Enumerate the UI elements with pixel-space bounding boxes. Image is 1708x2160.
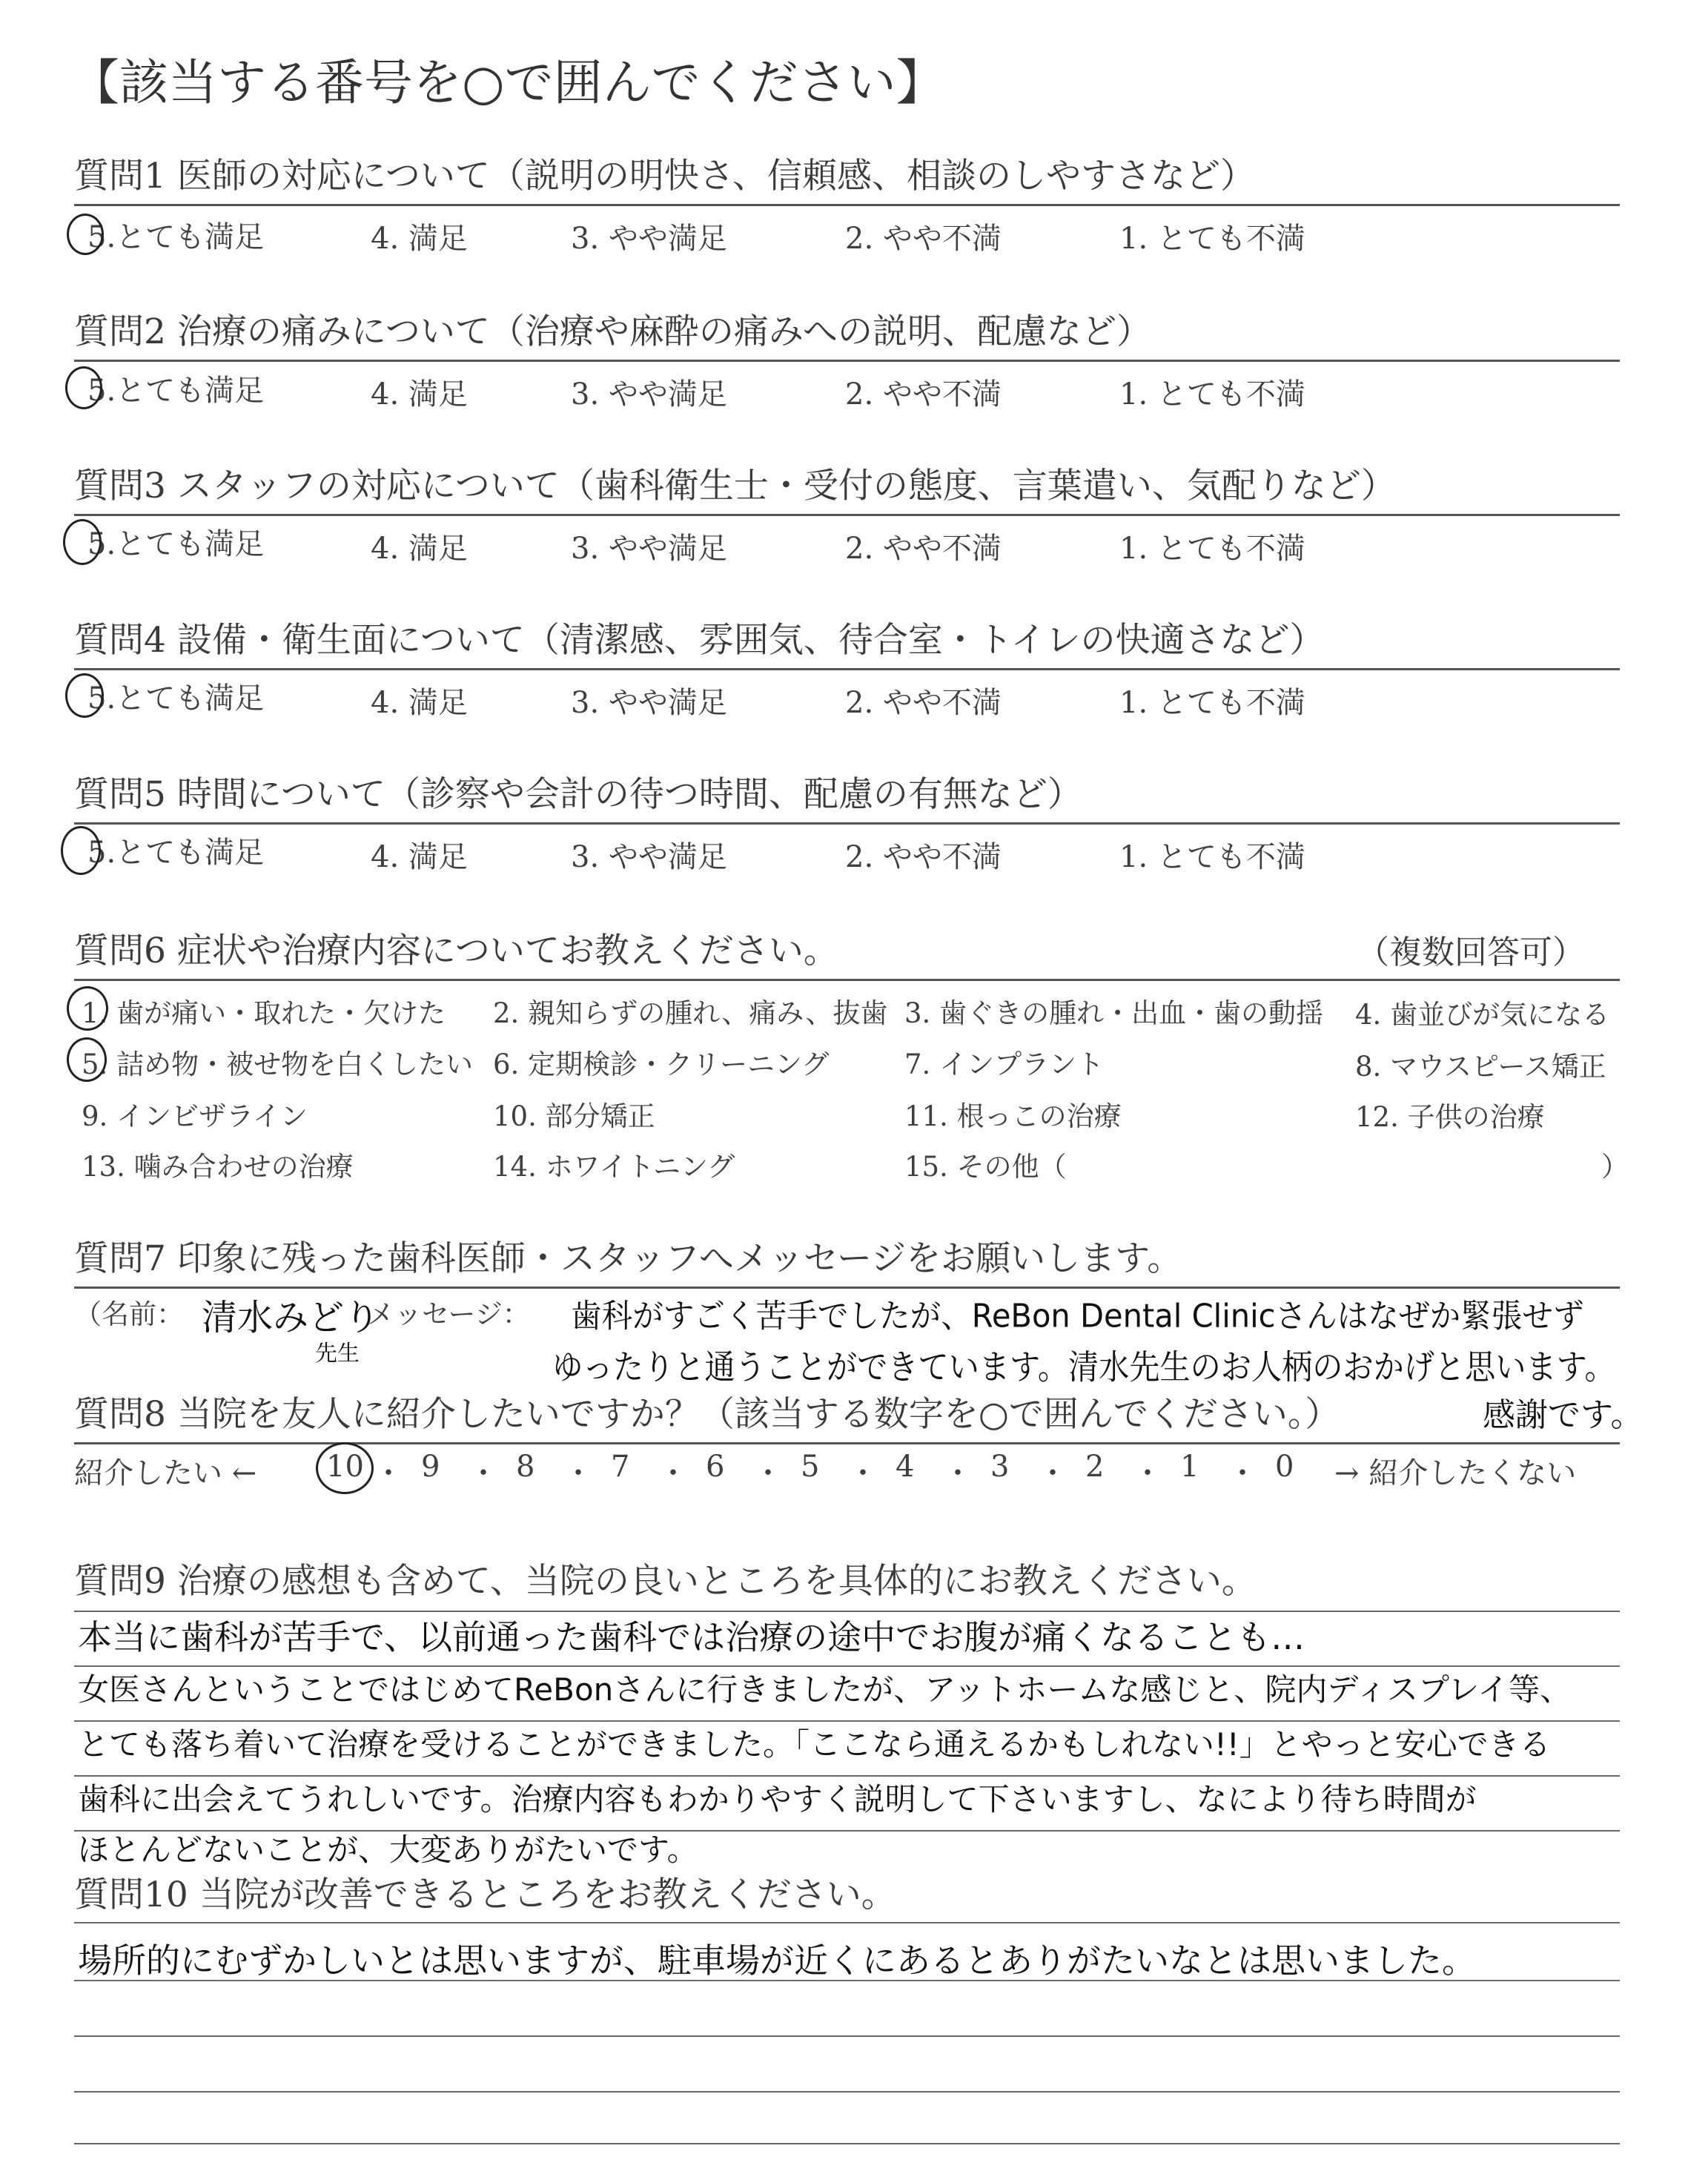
page-title: 【該当する番号を○で囲んでください】	[70, 54, 945, 111]
question-6-label: 質問6 症状や治療内容についてお教えください。	[74, 931, 838, 971]
scale-separator-dot: ・	[658, 1456, 688, 1490]
name-label: （名前：	[74, 1298, 184, 1330]
recommend-score-10[interactable]: 10	[326, 1450, 364, 1484]
multiple-answer-note: （複数回答可）	[1357, 934, 1585, 971]
q3-option-3[interactable]: 3. やや満足	[571, 532, 727, 566]
q6-option-8[interactable]: 8. マウスピース矯正	[1355, 1051, 1606, 1083]
q5-option-4[interactable]: 4. 満足	[371, 840, 468, 874]
q1-option-5[interactable]: 5.とても満足	[87, 220, 265, 254]
q3-option-2[interactable]: 2. やや不満	[845, 532, 1002, 566]
scale-separator-dot: ・	[1228, 1456, 1257, 1490]
divider	[74, 668, 1620, 670]
q4-option-1[interactable]: 1. とても不満	[1119, 686, 1305, 720]
question-4-label: 質問4 設備・衛生面について（清潔感、雰囲気、待合室・トイレの快適さなど）	[74, 620, 1325, 661]
recommend-left-label: 紹介したい ←	[74, 1456, 257, 1490]
q5-option-5[interactable]: 5.とても満足	[87, 836, 265, 870]
message-label: メッセージ：	[367, 1298, 530, 1330]
q5-selection-circle	[61, 826, 101, 875]
question-10-label: 質問10 当院が改善できるところをお教えください。	[74, 1875, 896, 1915]
recommend-score-6[interactable]: 6	[706, 1450, 725, 1484]
recommend-score-7[interactable]: 7	[611, 1450, 630, 1484]
answer-line	[74, 2035, 1620, 2037]
q1-option-2[interactable]: 2. やや不満	[845, 222, 1002, 256]
q2-option-1[interactable]: 1. とても不満	[1119, 377, 1305, 412]
scale-separator-dot: ・	[563, 1456, 593, 1490]
recommend-score-4[interactable]: 4	[896, 1450, 915, 1484]
divider	[74, 822, 1620, 825]
q6-option-5[interactable]: 5. 詰め物・被せ物を白くしたい	[82, 1048, 474, 1080]
recommend-score-5[interactable]: 5	[801, 1450, 820, 1484]
q9-answer-line-3[interactable]: とても落ち着いて治療を受けることができました。「ここなら通えるかもしれない!!」とやっと安心できる	[78, 1726, 1551, 1763]
q2-option-2[interactable]: 2. やや不満	[845, 377, 1002, 412]
q10-answer-line-1[interactable]: 場所的にむずかしいとは思いますが、駐車場が近くにあるとありがたいなとは思いました。	[78, 1941, 1476, 1981]
q6-option-10[interactable]: 10. 部分矯正	[493, 1100, 655, 1132]
recommend-score-2[interactable]: 2	[1085, 1450, 1105, 1484]
answer-line	[74, 1922, 1620, 1923]
q6-option-12[interactable]: 12. 子供の治療	[1355, 1101, 1545, 1133]
recommend-score-9[interactable]: 9	[421, 1450, 440, 1484]
recommend-score-1[interactable]: 1	[1180, 1450, 1199, 1484]
scale-separator-dot: ・	[848, 1456, 878, 1490]
question-3-label: 質問3 スタッフの対応について（歯科衛生士・受付の態度、言葉遣い、気配りなど）	[74, 466, 1396, 506]
recommend-right-label: → 紹介したくない	[1334, 1456, 1577, 1490]
divider	[74, 360, 1620, 362]
q4-option-4[interactable]: 4. 満足	[371, 686, 468, 720]
scale-separator-dot: ・	[943, 1456, 973, 1490]
question-7-label: 質問7 印象に残った歯科医師・スタッフへメッセージをお願いします。	[74, 1238, 1182, 1279]
q2-option-4[interactable]: 4. 満足	[371, 377, 468, 412]
message-line-1[interactable]: 歯科がすごく苦手でしたが、ReBon Dental Clinicさんはなぜか緊張せず	[571, 1297, 1584, 1335]
divider	[74, 1442, 1620, 1444]
q6-option-14[interactable]: 14. ホワイトニング	[493, 1151, 735, 1183]
message-line-2[interactable]: ゆったりと通うことができています。清水先生のお人柄のおかげと思います。	[552, 1347, 1615, 1387]
recommend-selection-circle	[316, 1442, 374, 1494]
q1-selection-circle	[67, 214, 104, 255]
question-1-label: 質問1 医師の対応について（説明の明快さ、信頼感、相談のしやすさなど）	[74, 156, 1256, 196]
q6-option-7[interactable]: 7. インプラント	[904, 1048, 1105, 1080]
q2-option-5[interactable]: 5.とても満足	[87, 374, 265, 408]
q1-option-4[interactable]: 4. 満足	[371, 222, 468, 256]
q6-option-2[interactable]: 2. 親知らずの腫れ、痛み、抜歯	[493, 997, 888, 1029]
q5-option-1[interactable]: 1. とても不満	[1119, 840, 1305, 874]
q3-option-5[interactable]: 5.とても満足	[87, 527, 265, 561]
q2-option-3[interactable]: 3. やや満足	[571, 377, 727, 412]
divider	[74, 514, 1620, 516]
q3-option-1[interactable]: 1. とても不満	[1119, 532, 1305, 566]
q6-option-15[interactable]: 15. その他（	[904, 1151, 1067, 1183]
scale-separator-dot: ・	[1133, 1456, 1162, 1490]
recommend-score-8[interactable]: 8	[516, 1450, 535, 1484]
scale-separator-dot: ・	[469, 1456, 498, 1490]
q6-other-close: ）	[1601, 1151, 1629, 1183]
q3-option-4[interactable]: 4. 満足	[371, 532, 468, 566]
recommend-score-0[interactable]: 0	[1275, 1450, 1294, 1484]
q1-option-1[interactable]: 1. とても不満	[1119, 222, 1305, 256]
question-5-label: 質問5 時間について（診察や会計の待つ時間、配慮の有無など）	[74, 774, 1082, 815]
q5-option-3[interactable]: 3. やや満足	[571, 840, 727, 874]
answer-line	[74, 2091, 1620, 2093]
q3-selection-circle	[63, 519, 102, 565]
q6-option-11[interactable]: 11. 根っこの治療	[904, 1100, 1122, 1132]
divider	[74, 204, 1620, 206]
q9-answer-line-5[interactable]: ほとんどないことが、大変ありがたいです。	[78, 1832, 698, 1868]
q6-option-6[interactable]: 6. 定期検診・クリーニング	[493, 1048, 830, 1080]
q4-selection-circle	[65, 673, 104, 718]
q6-selection-circle-5	[67, 1037, 107, 1082]
q6-selection-circle-1	[67, 986, 108, 1031]
q2-selection-circle	[65, 366, 102, 409]
scale-separator-dot: ・	[753, 1456, 783, 1490]
scale-separator-dot: ・	[374, 1456, 403, 1490]
q6-option-9[interactable]: 9. インビザライン	[82, 1100, 308, 1132]
q4-option-5[interactable]: 5.とても満足	[87, 681, 265, 716]
question-9-label: 質問9 治療の感想も含めて、当院の良いところを具体的にお教えください。	[74, 1561, 1257, 1602]
question-8-label: 質問8 当院を友人に紹介したいですか？（該当する数字を○で囲んでください。）	[74, 1394, 1340, 1435]
q4-option-2[interactable]: 2. やや不満	[845, 686, 1002, 720]
q9-answer-line-2[interactable]: 女医さんということではじめてReBonさんに行きましたが、アットホームな感じと、院内ディスプレイ等、	[78, 1671, 1572, 1708]
q6-option-4[interactable]: 4. 歯並びが気になる	[1355, 999, 1610, 1031]
answer-line	[74, 2143, 1620, 2144]
question-2-label: 質問2 治療の痛みについて（治療や麻酔の痛みへの説明、配慮など）	[74, 311, 1151, 352]
q6-option-1[interactable]: 1. 歯が痛い・取れた・欠けた	[82, 997, 446, 1029]
divider	[74, 979, 1620, 981]
q6-option-3[interactable]: 3. 歯ぐきの腫れ・出血・歯の動揺	[904, 997, 1324, 1029]
q9-answer-line-4[interactable]: 歯科に出会えてうれしいです。治療内容もわかりやすく説明して下さいますし、なにより待ち時間が	[78, 1781, 1477, 1817]
scale-separator-dot: ・	[1038, 1456, 1068, 1490]
q9-answer-line-1[interactable]: 本当に歯科が苦手で、以前通った歯科では治療の途中でお腹が痛くなることも…	[78, 1617, 1305, 1657]
name-suffix: 先生	[315, 1341, 360, 1367]
recommend-score-3[interactable]: 3	[990, 1450, 1010, 1484]
q5-option-2[interactable]: 2. やや不満	[845, 840, 1002, 874]
q1-option-3[interactable]: 3. やや満足	[571, 222, 727, 256]
q4-option-3[interactable]: 3. やや満足	[571, 686, 727, 720]
q6-option-13[interactable]: 13. 噛み合わせの治療	[82, 1151, 354, 1183]
name-value[interactable]: 清水みどり	[202, 1297, 380, 1338]
message-line-3[interactable]: 感謝です。	[1483, 1396, 1644, 1434]
